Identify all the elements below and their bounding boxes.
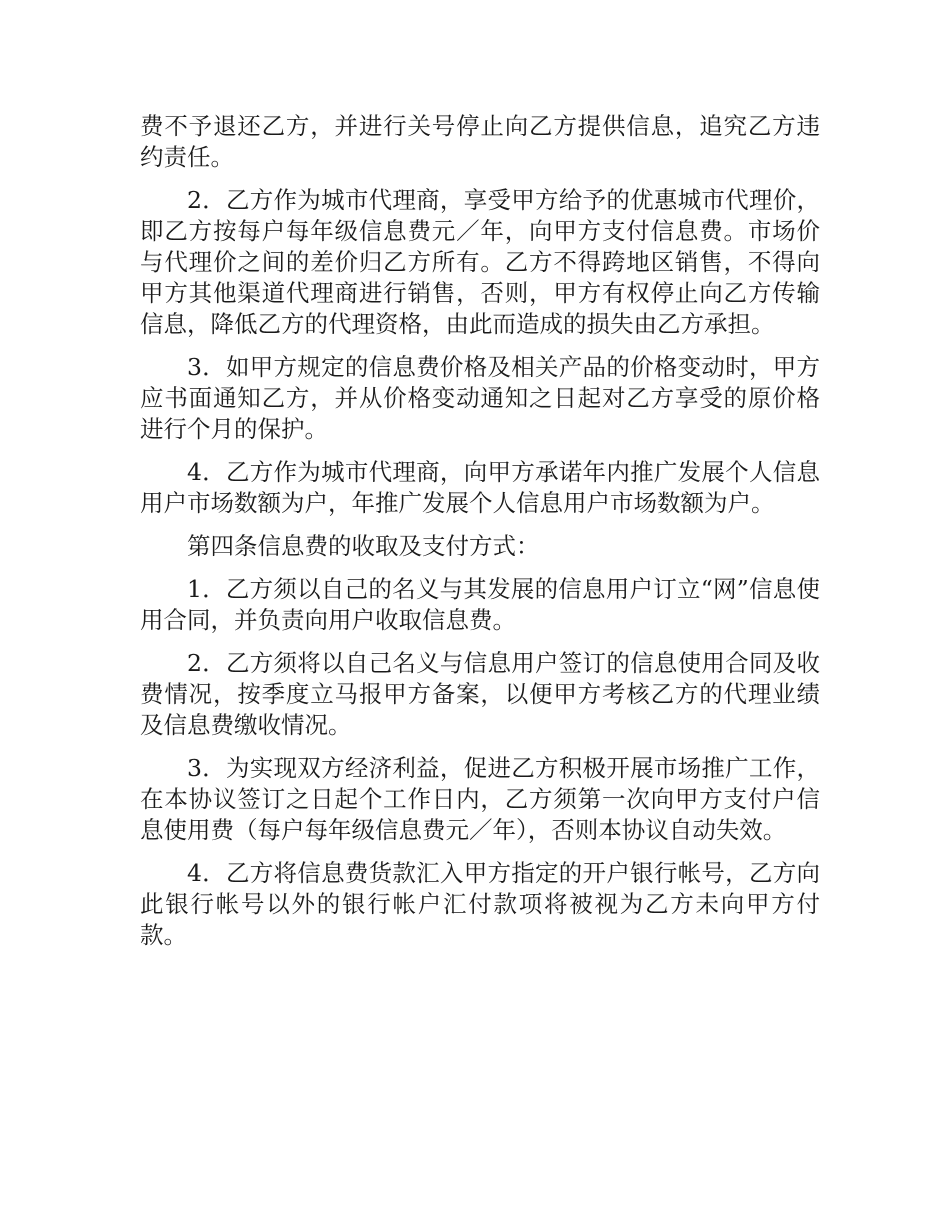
paragraph-continuation: 费不予退还乙方，并进行关号停止向乙方提供信息，追究乙方违约责任。 [140,112,820,171]
paragraph-clause-3-4: 4．乙方作为城市代理商，向甲方承诺年内推广发展个人信息用户市场数额为户，年推广发展个人信息用户市场数额为户。 [140,458,820,517]
paragraph-clause-4-4: 4．乙方将信息费货款汇入甲方指定的开户银行帐号，乙方向此银行帐号以外的银行帐户汇付款项将被视为乙方未向甲方付款。 [140,859,820,949]
paragraph-clause-3-2: 2．乙方作为城市代理商，享受甲方给予的优惠城市代理价，即乙方按每户每年级信息费元／年，向甲方支付信息费。市场价与代理价之间的差价归乙方所有。乙方不得跨地区销售，不得向甲方其他渠道代理商进行销售，否则，甲方有权停止向乙方传输信息，降低乙方的代理资格，由此而造成的损失由乙方承担。 [140,186,820,338]
document-body [140,111,820,963]
section-heading-article-4: 第四条信息费的收取及支付方式： [187,532,540,560]
paragraph-clause-4-2: 2．乙方须将以自己名义与信息用户签订的信息使用合同及收费情况，按季度立马报甲方备案，以便甲方考核乙方的代理业绩及信息费缴收情况。 [140,649,820,739]
paragraph-clause-4-3: 3．为实现双方经济利益，促进乙方积极开展市场推广工作，在本协议签订之日起个工作日内，乙方须第一次向甲方支付户信息使用费（每户每年级信息费元／年），否则本协议自动失效。 [140,754,820,844]
paragraph-clause-4-1: 1．乙方须以自己的名义与其发展的信息用户订立“网”信息使用合同，并负责向用户收取信息费。 [140,575,820,634]
paragraph-clause-3-3: 3．如甲方规定的信息费价格及相关产品的价格变动时，甲方应书面通知乙方，并从价格变动通知之日起对乙方享受的原价格进行个月的保护。 [140,353,820,443]
